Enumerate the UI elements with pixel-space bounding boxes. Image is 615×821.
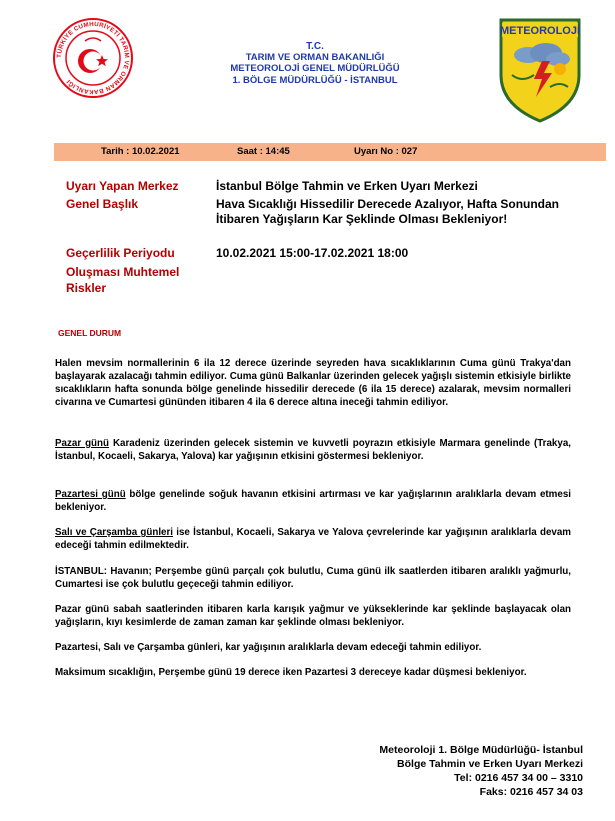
footer-center: Bölge Tahmin ve Erken Uyarı Merkezi: [397, 758, 583, 770]
paragraph-sunday-text: Karadeniz üzerinden gelecek sistemin ve kuvvetli poyrazın etkisiyle Marmara genelinde (Trakya, İstanbul, Kocaeli, Sakarya, Yalova) kar yağışının etkisini göstermesi bekleniyor.: [55, 438, 571, 462]
seal-ring-text: TÜRKİYE CUMHURİYETİ TARIM VE ORMAN BAKANLIĞI: [55, 20, 131, 96]
paragraph-sunday-lead: Pazar günü: [55, 438, 110, 449]
header-ministry: TARIM VE ORMAN BAKANLIĞI: [245, 52, 385, 63]
warning-number: Uyarı No : 027: [354, 146, 418, 157]
issue-date: Tarih : 10.02.2021: [101, 146, 180, 157]
period-value: 10.02.2021 15:00-17.02.2021 18:00: [216, 246, 409, 260]
paragraph-tue-wed: [55, 526, 571, 552]
ministry-seal-logo: [52, 17, 134, 99]
risk-label: Oluşması Muhtemel Riskler: [66, 265, 180, 295]
paragraph-monday-lead: Pazartesi günü: [55, 489, 126, 500]
footer-fax: Faks: 0216 457 34 03: [479, 786, 583, 798]
section-title: GENEL DURUM: [58, 328, 122, 338]
paragraph-sunday-snow: Pazar günü sabah saatlerinden itibaren karla karışık yağmur ve yükseklerinde kar şeklinde başlayacak olan yağışların, kıyı kesimlerde de zaman zaman kar şeklinde olması bekleniyor.: [55, 604, 571, 628]
paragraph-general: Halen mevsim normallerinin 6 ila 12 derece üzerinde seyreden hava sıcaklıklarının Cuma günü Trakya'dan başlayarak azalacağı tahmin ediliyor. Cuma günü Balkanlar üzerinden gelecek yağışlı sistemin etkisiyle birlikte sıcaklıkların hafta sonunda bölge genelinde hissedilir derecede (6 ila 15 derece) azalarak, mevsim normalleri civarına ve Cumartesi gününden itibaren 4 ila 6 derece altına ineceği tahmin ediliyor.: [55, 358, 571, 408]
header-directorate: METEOROLOJİ GENEL MÜDÜRLÜĞÜ: [230, 63, 400, 74]
shield-title: METEOROLOJİ: [499, 25, 581, 37]
issuer-label: Uyarı Yapan Merkez: [66, 179, 179, 193]
period-label: Geçerlilik Periyodu: [66, 246, 175, 260]
issue-time: Saat : 14:45: [237, 146, 290, 157]
paragraph-tue-wed-text: ise İstanbul, Kocaeli, Sakarya ve Yalova çevrelerinde kar yağışının aralıklarla devam edeceği tahmin edilmektedir.: [55, 527, 571, 551]
header-region: 1. BÖLGE MÜDÜRLÜĞÜ - İSTANBUL: [232, 75, 398, 86]
paragraph-istanbul: İSTANBUL: Havanın; Perşembe günü parçalı çok bulutlu, Cuma günü ilk saatlerden itibaren aralıklı yağmurlu, Cumartesi ise çok bulutlu geçeceği tahmin ediliyor.: [55, 566, 571, 590]
issuer-value: İstanbul Bölge Tahmin ve Erken Uyarı Merkezi: [216, 179, 478, 193]
footer-org: Meteoroloji 1. Bölge Müdürlüğü- İstanbul: [379, 744, 583, 756]
footer-tel: Tel: 0216 457 34 00 – 3310: [454, 772, 583, 784]
paragraph-monday-text: bölge genelinde soğuk havanın etkisini artırması ve kar yağışlarının aralıklarla devam etmesi bekleniyor.: [55, 489, 572, 513]
info-bar: [54, 143, 606, 161]
header-tc: T.C.: [306, 41, 324, 52]
paragraph-max-temp: Maksimum sıcaklığın, Perşembe günü 19 derece iken Pazartesi 3 dereceye kadar düşmesi bekleniyor.: [55, 667, 527, 678]
paragraph-tue-wed-lead: Salı ve Çarşamba günleri: [55, 527, 174, 538]
meteorology-shield-logo: [498, 17, 582, 123]
title-label: Genel Başlık: [66, 197, 139, 211]
paragraph-sunday: [55, 437, 571, 463]
title-value: Hava Sıcaklığı Hissedilir Derecede Azalıyor, Hafta Sonundan İtibaren Yağışların Kar Şeklinde Olması Bekleniyor!: [216, 197, 560, 226]
paragraph-monday: [55, 488, 571, 514]
paragraph-week: Pazartesi, Salı ve Çarşamba günleri, kar yağışının aralıklarla devam edeceği tahmin ediliyor.: [55, 642, 482, 653]
